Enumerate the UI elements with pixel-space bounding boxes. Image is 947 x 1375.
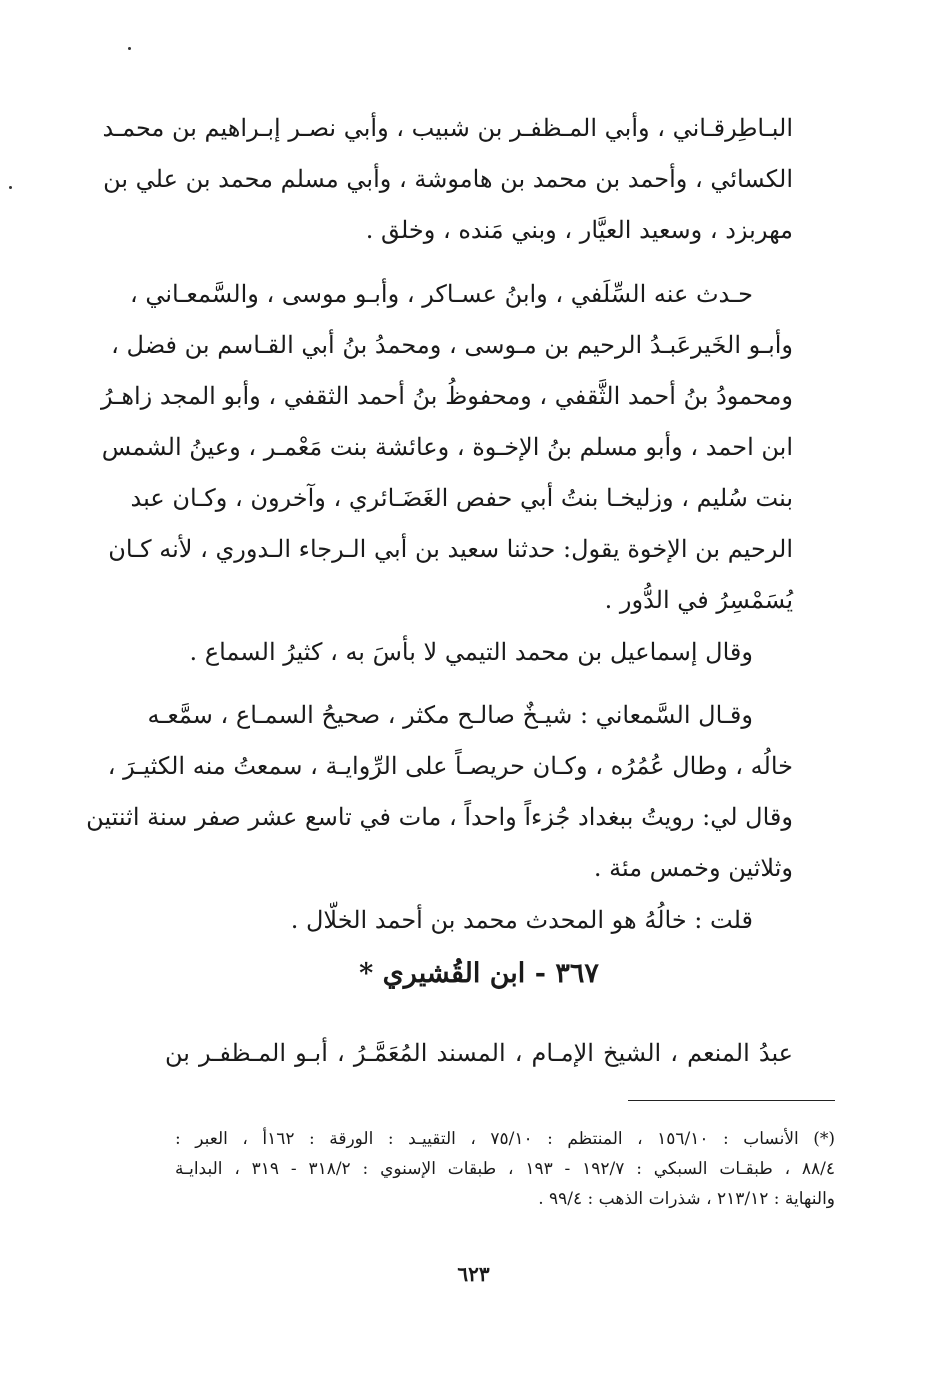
text-line: خالُه ، وطال عُمُرُه ، وكـان حريصـاً على الرِّوايـة ، سمعتُ منه الكثيـرَ ،	[107, 752, 793, 780]
text-line: الكسائي ، وأحمد بن محمد بن هاموشة ، وأبي مسلم محمد بن علي بن	[103, 165, 793, 193]
text-line: وثلاثين وخمس مئة .	[593, 854, 793, 882]
text-line: وقال لي: رويتُ ببغداد جُزءاً واحداً ، مات في تاسع عشر صفر سنة اثنتين	[86, 803, 793, 831]
text-line: البـاطِرقـاني ، وأبي المـظفـر بن شبيب ، وأبي نصـر إبـراهيم بن محمـد	[102, 114, 793, 142]
paragraph-taymi-quote	[165, 627, 793, 678]
page-number: ٦٢٣	[457, 1262, 490, 1286]
entry-heading: ٣٦٧ - ابن القُشيري *	[359, 958, 599, 989]
text-line: حـدث عنه السِّلَفي ، وابنُ عسـاكر ، وأبـو موسى ، والسَّمعـاني ،	[129, 280, 753, 308]
paragraph-samani-quote	[86, 690, 793, 894]
footnotes	[175, 1124, 835, 1214]
text-line: يُسَمْسِرُ في الدُّور .	[604, 586, 793, 614]
scan-speck	[128, 47, 131, 50]
text-line: عبدُ المنعم ، الشيخ الإمـام ، المسند المُعَمَّـرُ ، أبـو المـظفـر بن	[165, 1039, 794, 1067]
text-line: وقال إسماعيل بن محمد التيمي لا بأسَ به ، كثيرُ السماع .	[189, 638, 753, 666]
paragraph-author-note	[165, 895, 793, 946]
text-line: بنت سُليم ، وزليخـا بنتُ أبي حفص الغَضَـائري ، وآخرون ، وكـان عبد	[130, 484, 793, 512]
text-line: ومحمودُ بنُ أحمد الثَّقفي ، ومحفوظُ بنُ أحمد الثقفي ، وأبو المجد زاهـرُ	[101, 382, 793, 410]
text-line: وأبـو الخَيرعَبـدُ الرحيم بن مـوسى ، ومحمدُ بنُ أبي القـاسم بن فضل ،	[111, 331, 793, 359]
paragraph-students	[101, 269, 793, 626]
footnote-divider	[628, 1100, 835, 1101]
text-line: الرحيم بن الإخوة يقول: حدثنا سعيد بن أبي الـرجاء الـدوري ، لأنه كـان	[108, 535, 793, 563]
text-line: قلت : خالُهُ هو المحدث محمد بن أحمد الخلّال .	[290, 906, 753, 934]
footnote-line: والنهاية : ٢١٣/١٢ ، شذرات الذهب : ٩٩/٤ .	[538, 1189, 835, 1209]
text-line: مهربزد ، وسعيد العيَّار ، وبني مَنده ، وخلق .	[365, 216, 793, 244]
text-line: ابن احمد ، وأبو مسلم بنُ الإخـوة ، وعائشة بنت مَعْمـر ، وعينُ الشمس	[101, 433, 793, 461]
footnote-line: (*) الأنساب : ١٥٦/١٠ ، المنتظم : ٧٥/١٠ ، التقييـد : الورقة : ١٦٢أ ، العبر :	[175, 1129, 835, 1149]
footnote-line: ٨٨/٤ ، طبقـات السبكي : ١٩٢/٧ - ١٩٣ ، طبقات الإسنوي : ٣١٨/٢ - ٣١٩ ، البدايـة	[175, 1159, 835, 1179]
paragraph-teachers	[102, 103, 793, 256]
paragraph-entry-start	[165, 1028, 793, 1079]
text-line: وقـال السَّمعاني : شيـخٌ صالـح مكثر ، صحيحُ السمـاع ، سمَّعـه	[147, 701, 753, 729]
scan-speck	[9, 186, 12, 189]
